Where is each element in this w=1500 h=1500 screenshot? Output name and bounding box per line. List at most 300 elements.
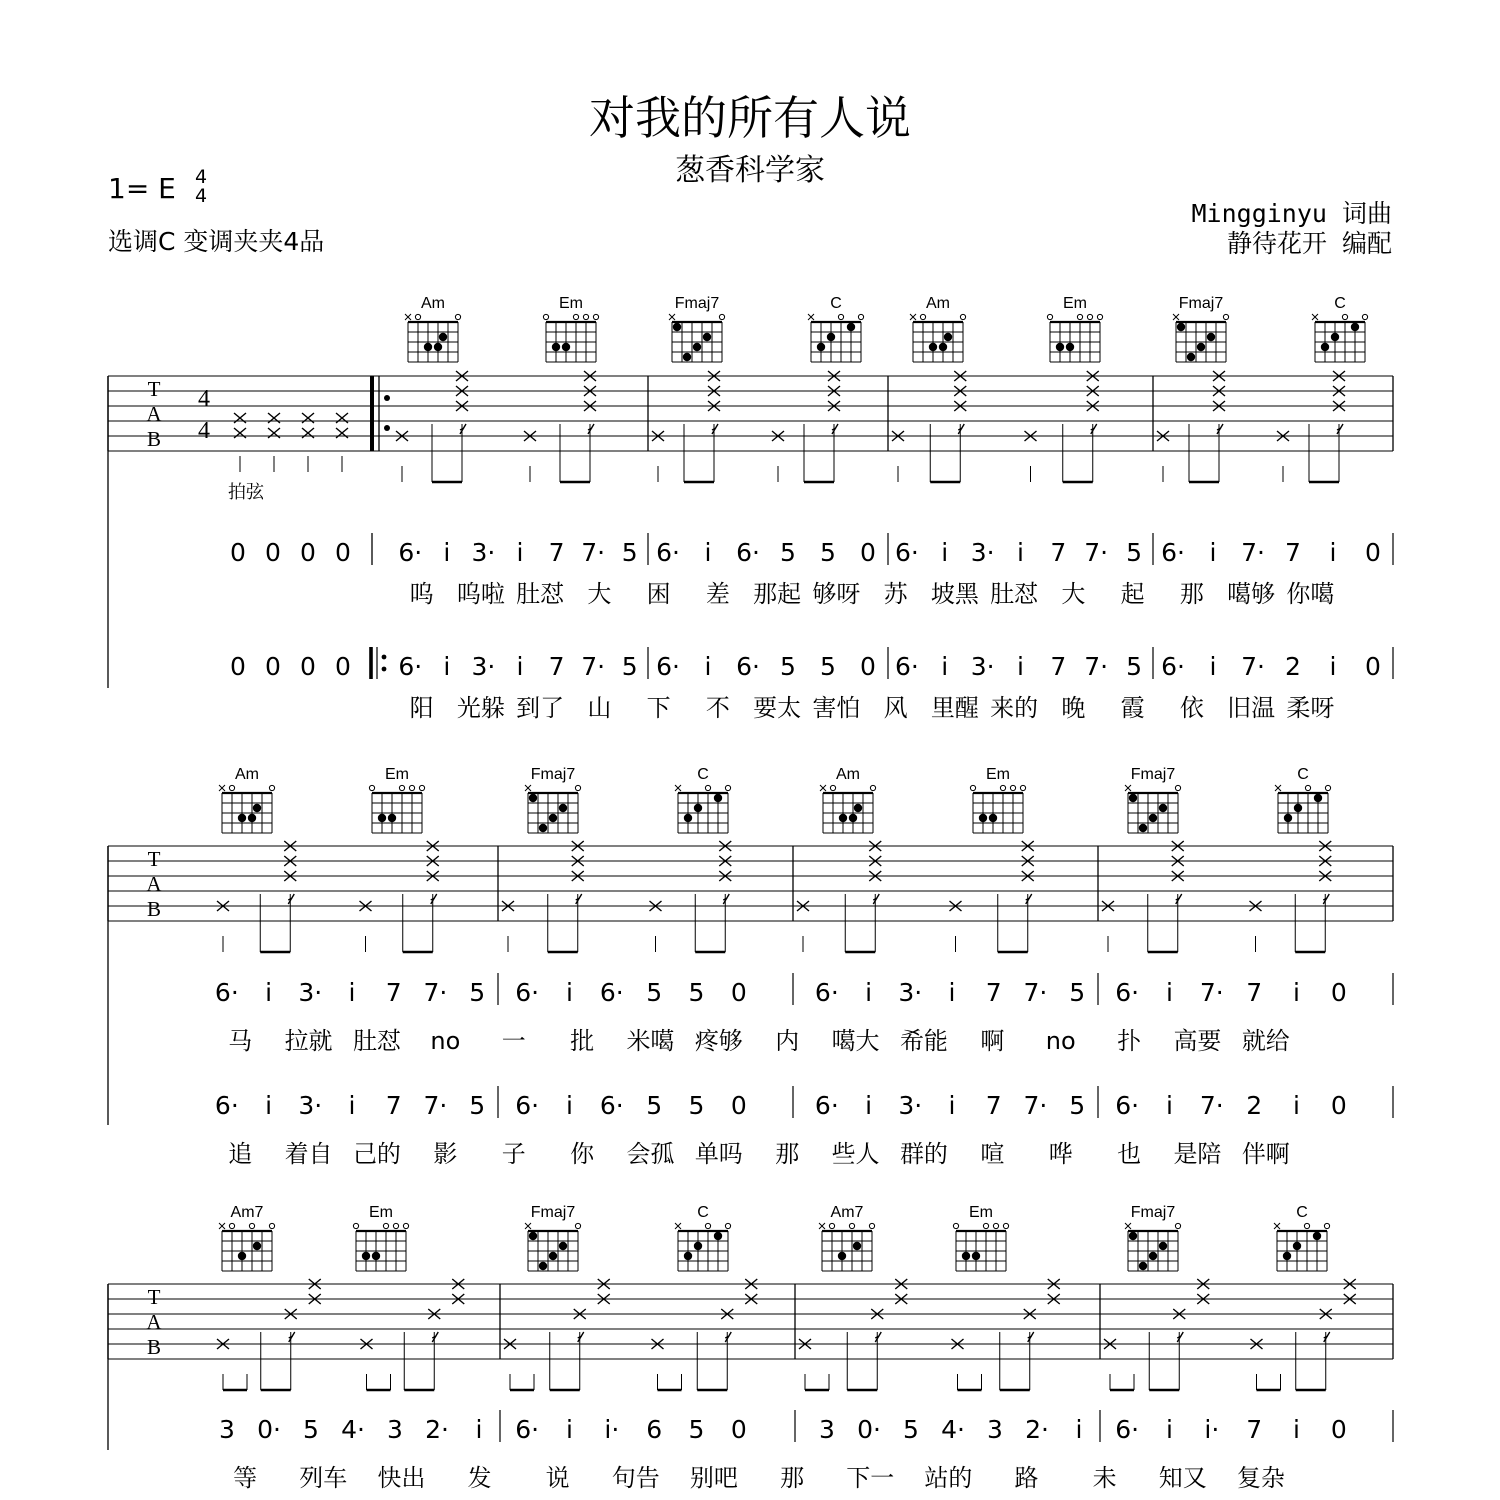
lyric-syllable: 那 <box>775 1140 800 1168</box>
melody-note: 3 <box>987 1415 1003 1444</box>
melody-note: 6· <box>515 1415 540 1444</box>
melody-note: 4· <box>341 1415 365 1444</box>
chord-diagram-fmaj7 <box>669 295 725 362</box>
melody-note: 6· <box>1161 538 1185 567</box>
lyric-syllable: 肚怼 <box>352 1027 401 1055</box>
chord-diagram-fmaj7 <box>1125 1204 1181 1271</box>
melody-note: 5 <box>688 978 705 1007</box>
chord-diagram-c <box>675 1204 731 1271</box>
chord-diagram-c <box>675 766 731 833</box>
melody-note: i <box>1329 538 1337 567</box>
open-string-marker <box>269 1223 274 1228</box>
rest-zero: 0 <box>230 538 246 567</box>
lyric-syllable: 肚怼 <box>990 580 1039 608</box>
melody-note: 6 <box>646 1415 663 1444</box>
melody-note: 3 <box>219 1415 235 1444</box>
chord-diagram-fmaj7 <box>1125 766 1181 833</box>
finger-dot <box>684 1252 692 1260</box>
finger-dot <box>1321 343 1329 351</box>
melody-note: 3· <box>471 652 496 681</box>
melody-note: 3 <box>387 1415 403 1444</box>
melody-note: 7 <box>1285 538 1301 567</box>
open-string-marker <box>455 314 460 319</box>
melody-note: 7 <box>1050 652 1067 681</box>
rest-zero: 0 <box>265 538 281 567</box>
lyric-syllable: 些人 <box>831 1140 880 1168</box>
melody-note: 7 <box>1246 1415 1263 1444</box>
melody-note: 3· <box>898 978 923 1007</box>
open-string-marker <box>415 314 420 319</box>
lyric-syllable: 等 <box>233 1464 258 1492</box>
finger-dot <box>1283 1252 1291 1260</box>
open-string-marker <box>849 1223 854 1228</box>
finger-dot <box>529 1232 537 1240</box>
lyric-syllable: 列车 <box>299 1464 348 1492</box>
melody-note: 4· <box>941 1415 965 1444</box>
lyric-syllable: 快出 <box>377 1464 426 1492</box>
lyric-syllable: 够呀 <box>812 580 861 608</box>
open-string-marker <box>983 1223 988 1228</box>
lyric-syllable: 依 <box>1179 694 1204 722</box>
melody-note: 6· <box>814 1091 839 1120</box>
melody-note: 6· <box>515 978 540 1007</box>
melody-note: 6· <box>214 978 239 1007</box>
lyric-syllable: 单吗 <box>694 1140 743 1168</box>
chord-name: Fmaj7 <box>1178 295 1224 312</box>
melody-note: i <box>566 978 573 1007</box>
lyric-syllable: 知又 <box>1158 1464 1207 1492</box>
melody-note: i <box>1209 538 1217 567</box>
open-string-marker <box>583 314 588 319</box>
chord-diagram-c <box>808 295 864 362</box>
lyric-syllable: 也 <box>1117 1140 1142 1168</box>
finger-dot <box>827 333 835 341</box>
melody-note: 0 <box>730 1091 747 1120</box>
melody-note: 6· <box>599 1091 624 1120</box>
open-string-marker <box>830 785 835 790</box>
open-string-marker <box>719 314 724 319</box>
chord-diagram-c <box>1275 766 1331 833</box>
artist-name: 葱香科学家 <box>675 153 825 188</box>
lyric-syllable: 说 <box>545 1464 570 1492</box>
chord-diagram-am7 <box>219 1204 275 1271</box>
melody-note: 6· <box>894 652 919 681</box>
open-string-marker <box>858 314 863 319</box>
melody-note: i <box>1329 652 1337 681</box>
rest-mark <box>873 894 879 904</box>
rest-mark <box>1324 1332 1330 1342</box>
finger-dot <box>989 814 997 822</box>
finger-dot <box>847 323 855 331</box>
lyric-syllable: 是陪 <box>1173 1140 1222 1168</box>
chord-diagram-em <box>953 1204 1008 1271</box>
melody-note: 2· <box>425 1415 449 1444</box>
melody-note: i· <box>1204 1415 1220 1444</box>
technique-label: 拍弦 <box>228 482 264 503</box>
melody-note: 5 <box>646 978 663 1007</box>
open-string-marker <box>543 314 548 319</box>
rest-mark <box>432 1332 438 1342</box>
tab-staff-system-2 <box>108 846 1393 921</box>
finger-dot <box>694 804 702 812</box>
melody-note: 0 <box>730 978 747 1007</box>
rest-mark <box>1028 1332 1034 1342</box>
finger-dot <box>1159 804 1167 812</box>
lyric-syllable: 风 <box>883 694 908 722</box>
chord-name: Fmaj7 <box>1130 766 1176 783</box>
open-string-marker <box>869 1223 874 1228</box>
melody-note: i <box>265 1091 273 1120</box>
melody-note: i <box>1017 652 1024 681</box>
open-string-marker <box>1223 314 1228 319</box>
melody-note: i <box>1166 1415 1173 1444</box>
finger-dot <box>1294 804 1302 812</box>
open-string-marker <box>353 1223 358 1228</box>
melody-note: 5 <box>646 1091 663 1120</box>
finger-dot <box>529 794 537 802</box>
lyric-syllable: 己的 <box>352 1140 401 1168</box>
melody-note: 5 <box>780 538 796 567</box>
finger-dot <box>552 343 560 351</box>
melody-note: 5 <box>1069 1091 1086 1120</box>
melody-note: 6· <box>656 652 680 681</box>
finger-dot <box>378 814 386 822</box>
lyric-syllable: 阳 <box>409 694 434 722</box>
melody-note: 5 <box>1126 538 1143 567</box>
repeat-dot <box>384 425 390 431</box>
chord-diagram-em <box>1047 295 1102 362</box>
open-string-marker <box>920 314 925 319</box>
melody-note: 5 <box>469 978 486 1007</box>
lyric-syllable: 肚怼 <box>516 580 565 608</box>
chord-diagram-am <box>405 295 461 362</box>
finger-dot <box>673 323 681 331</box>
melody-note: 7 <box>985 978 1002 1007</box>
melody-note: 6· <box>1115 1091 1140 1120</box>
lyric-syllable: 路 <box>1014 1464 1039 1492</box>
rest-zero: 0 <box>335 538 351 567</box>
finger-dot <box>539 1262 547 1270</box>
lyric-syllable: 拉就 <box>284 1027 333 1055</box>
finger-dot <box>1056 343 1064 351</box>
rest-zero: 0 <box>265 652 281 681</box>
open-string-marker <box>829 1223 834 1228</box>
finger-dot <box>1331 333 1339 341</box>
tab-clef-letter: T <box>147 847 161 871</box>
finger-dot <box>253 804 261 812</box>
finger-dot <box>1139 824 1147 832</box>
open-string-marker <box>593 314 598 319</box>
lyric-syllable: 要太 <box>753 694 802 722</box>
open-string-marker <box>1010 785 1015 790</box>
melody-note: 0 <box>1330 978 1347 1007</box>
finger-dot <box>714 794 722 802</box>
rest-zero: 0 <box>300 652 316 681</box>
rest-mark <box>832 424 838 434</box>
melody-note: 5 <box>1069 978 1086 1007</box>
lyric-syllable: no <box>430 1027 461 1055</box>
chord-diagram-em <box>369 766 424 833</box>
finger-dot <box>939 343 947 351</box>
melody-note: 6· <box>398 652 423 681</box>
capo-note: 选调C 变调夹夹4品 <box>108 227 325 256</box>
rest-mark <box>723 894 729 904</box>
rest-mark <box>1217 424 1223 434</box>
melody-note: i <box>1166 978 1173 1007</box>
open-string-marker <box>705 1223 710 1228</box>
lyric-syllable: 站的 <box>924 1464 973 1492</box>
melody-note: i· <box>604 1415 620 1444</box>
melody-note: 5 <box>621 652 638 681</box>
lyric-syllable: 批 <box>570 1027 595 1055</box>
lyric-syllable: 下 <box>646 694 671 722</box>
melody-note: 0 <box>1365 652 1381 681</box>
melody-note: 7 <box>1246 978 1263 1007</box>
finger-dot <box>362 1252 370 1260</box>
chord-name: Em <box>969 1204 993 1221</box>
open-string-marker <box>575 785 580 790</box>
open-string-marker <box>399 785 404 790</box>
melody-note: 0 <box>1330 1415 1347 1444</box>
melody-note: 7· <box>1241 652 1265 681</box>
rest-mark <box>875 1332 881 1342</box>
open-string-marker <box>249 1223 254 1228</box>
melody-note: i <box>941 652 949 681</box>
tab-clef-letter: A <box>146 402 162 426</box>
chord-name: Em <box>986 766 1010 783</box>
melody-note: 0· <box>857 1415 881 1444</box>
finger-dot <box>549 814 557 822</box>
melody-note: 6· <box>214 1091 239 1120</box>
tab-clef-letter: T <box>147 1285 161 1309</box>
finger-dot <box>559 1242 567 1250</box>
melody-note: 6· <box>398 538 423 567</box>
melody-note: i <box>1075 1415 1083 1444</box>
melody-note: 7 <box>548 652 565 681</box>
lyric-syllable: 追 <box>228 1140 253 1168</box>
finger-dot <box>1351 323 1359 331</box>
melody-note: 5 <box>688 1091 705 1120</box>
rest-mark <box>576 894 582 904</box>
melody-note: 6· <box>1115 978 1140 1007</box>
finger-dot <box>248 814 256 822</box>
melody-note: 7 <box>385 978 402 1007</box>
lyric-syllable: 呜啦 <box>456 580 505 608</box>
open-string-marker <box>870 785 875 790</box>
melody-note: 7 <box>385 1091 402 1120</box>
lyric-syllable: 坡黑 <box>930 580 979 608</box>
open-string-marker <box>229 785 234 790</box>
finger-dot <box>703 333 711 341</box>
lyric-syllable: 困 <box>646 580 671 608</box>
lyric-syllable: 内 <box>775 1027 800 1055</box>
tab-staff-system-3 <box>108 1284 1393 1359</box>
lyric-syllable: 山 <box>587 694 612 722</box>
melody-note: 7· <box>1084 538 1109 567</box>
finger-dot <box>1177 323 1185 331</box>
melody-note: 7· <box>1084 652 1109 681</box>
finger-dot <box>1129 794 1137 802</box>
melody-note: 3· <box>970 652 995 681</box>
open-string-marker <box>838 314 843 319</box>
open-string-marker <box>1077 314 1082 319</box>
chord-name: C <box>697 766 709 783</box>
chord-diagram-fmaj7 <box>525 766 581 833</box>
key-signature: 1= E <box>108 172 176 205</box>
melody-note: 5 <box>820 538 836 567</box>
rest-mark <box>1176 894 1182 904</box>
lyric-syllable: 呜 <box>409 580 434 608</box>
melody-note: 5 <box>1126 652 1143 681</box>
melody-note: i <box>516 538 524 567</box>
melody-note: 5 <box>469 1091 486 1120</box>
time-signature-bottom: 4 <box>194 185 208 207</box>
lyric-syllable: 噶够 <box>1227 580 1276 608</box>
lyric-syllable: 会孤 <box>626 1140 675 1168</box>
chord-diagram-em <box>353 1204 408 1271</box>
lyric-syllable: 高要 <box>1173 1027 1222 1055</box>
tab-clef-letter: B <box>146 1335 162 1359</box>
rest-mark <box>958 424 964 434</box>
finger-dot <box>1197 343 1205 351</box>
open-string-marker <box>369 785 374 790</box>
song-title: 对我的所有人说 <box>589 91 911 145</box>
chord-name: C <box>830 295 842 312</box>
finger-dot <box>434 343 442 351</box>
melody-note: 0 <box>1365 538 1381 567</box>
chord-diagram-fmaj7 <box>1173 295 1229 362</box>
melody-note: i <box>348 978 356 1007</box>
chord-name: Em <box>385 766 409 783</box>
finger-dot <box>1149 814 1157 822</box>
chord-name: Em <box>559 295 583 312</box>
finger-dot <box>849 814 857 822</box>
lyric-syllable: 影 <box>433 1140 458 1168</box>
rest-mark <box>1026 894 1032 904</box>
tab-clef-letter: B <box>146 897 162 921</box>
finger-dot <box>693 343 701 351</box>
lyric-syllable: 大 <box>587 580 612 608</box>
lyric-syllable: 噶大 <box>831 1027 880 1055</box>
finger-dot <box>559 804 567 812</box>
open-string-marker <box>1342 314 1347 319</box>
finger-dot <box>817 343 825 351</box>
open-string-marker <box>1304 1223 1309 1228</box>
melody-note: 5 <box>780 652 796 681</box>
finger-dot <box>839 814 847 822</box>
melody-note: 5 <box>621 538 638 567</box>
finger-dot <box>253 1242 261 1250</box>
lyric-syllable: 希能 <box>899 1027 948 1055</box>
lyric-syllable: 扑 <box>1117 1027 1142 1055</box>
melody-note: 0 <box>860 652 876 681</box>
melody-note: 0 <box>1330 1091 1347 1120</box>
open-string-marker <box>970 785 975 790</box>
rest-mark <box>289 1332 295 1342</box>
lyric-syllable: 害怕 <box>812 694 861 722</box>
finger-dot <box>549 1252 557 1260</box>
lyric-syllable: 别吧 <box>689 1464 738 1492</box>
open-string-marker <box>1003 1223 1008 1228</box>
open-string-marker <box>419 785 424 790</box>
open-string-marker <box>1175 785 1180 790</box>
lyric-syllable: 里醒 <box>930 694 979 722</box>
open-string-marker <box>1175 1223 1180 1228</box>
melody-note: 5 <box>303 1415 319 1444</box>
chord-diagram-c <box>1274 1204 1330 1271</box>
finger-dot <box>1066 343 1074 351</box>
rest-mark <box>712 424 718 434</box>
melody-note: 2 <box>1285 652 1301 681</box>
lyric-syllable: 发 <box>467 1464 492 1492</box>
melody-note: 7· <box>1199 1091 1224 1120</box>
melody-note: 5 <box>903 1415 919 1444</box>
melody-note: i <box>348 1091 356 1120</box>
chord-diagram-fmaj7 <box>525 1204 581 1271</box>
open-string-marker <box>409 785 414 790</box>
finger-dot <box>1187 353 1195 361</box>
lyric-syllable: 喧 <box>980 1140 1005 1168</box>
melody-note: i <box>1293 978 1300 1007</box>
open-string-marker <box>993 1223 998 1228</box>
open-string-marker <box>960 314 965 319</box>
lyric-syllable: 就给 <box>1241 1027 1290 1055</box>
repeat-dot <box>382 667 387 672</box>
melody-note: 6· <box>894 538 919 567</box>
tab-clef-letter: B <box>146 427 162 451</box>
finger-dot <box>238 814 246 822</box>
lyric-syllable: 疼够 <box>694 1027 743 1055</box>
rest-mark <box>460 424 466 434</box>
finger-dot <box>838 1252 846 1260</box>
finger-dot <box>972 1252 980 1260</box>
open-string-marker <box>573 314 578 319</box>
lyric-syllable: 光躲 <box>456 694 505 722</box>
melody-note: i <box>1293 1415 1300 1444</box>
tab-clef-letter: A <box>146 872 162 896</box>
finger-dot <box>962 1252 970 1260</box>
lyric-syllable: 霞 <box>1120 694 1145 722</box>
melody-note: 6· <box>1161 652 1185 681</box>
melody-note: 7 <box>548 538 565 567</box>
chord-diagram-em <box>543 295 598 362</box>
lyric-syllable: 那 <box>1179 580 1204 608</box>
rest-mark <box>1323 894 1329 904</box>
chord-name: C <box>1297 766 1309 783</box>
chord-name: Am7 <box>230 1204 264 1221</box>
finger-dot <box>1313 1232 1321 1240</box>
chord-name: Fmaj7 <box>1130 1204 1176 1221</box>
open-string-marker <box>269 785 274 790</box>
melody-note: 2 <box>1246 1091 1263 1120</box>
melody-note: 7· <box>581 538 606 567</box>
tab-time-sig-top: 4 <box>198 386 210 412</box>
melody-note: 7· <box>1023 978 1048 1007</box>
open-string-marker <box>953 1223 958 1228</box>
finger-dot <box>562 343 570 351</box>
lyric-syllable: 苏 <box>883 580 908 608</box>
finger-dot <box>854 804 862 812</box>
melody-note: 0 <box>730 1415 747 1444</box>
finger-dot <box>539 824 547 832</box>
chord-diagram-c <box>1312 295 1368 362</box>
chord-name: Fmaj7 <box>530 1204 576 1221</box>
credit-arrangement: 静待花开 编配 <box>1226 229 1392 258</box>
melody-note: i <box>443 652 451 681</box>
melody-note: 7 <box>1050 538 1067 567</box>
open-string-marker <box>1097 314 1102 319</box>
chord-name: Am <box>421 295 445 312</box>
